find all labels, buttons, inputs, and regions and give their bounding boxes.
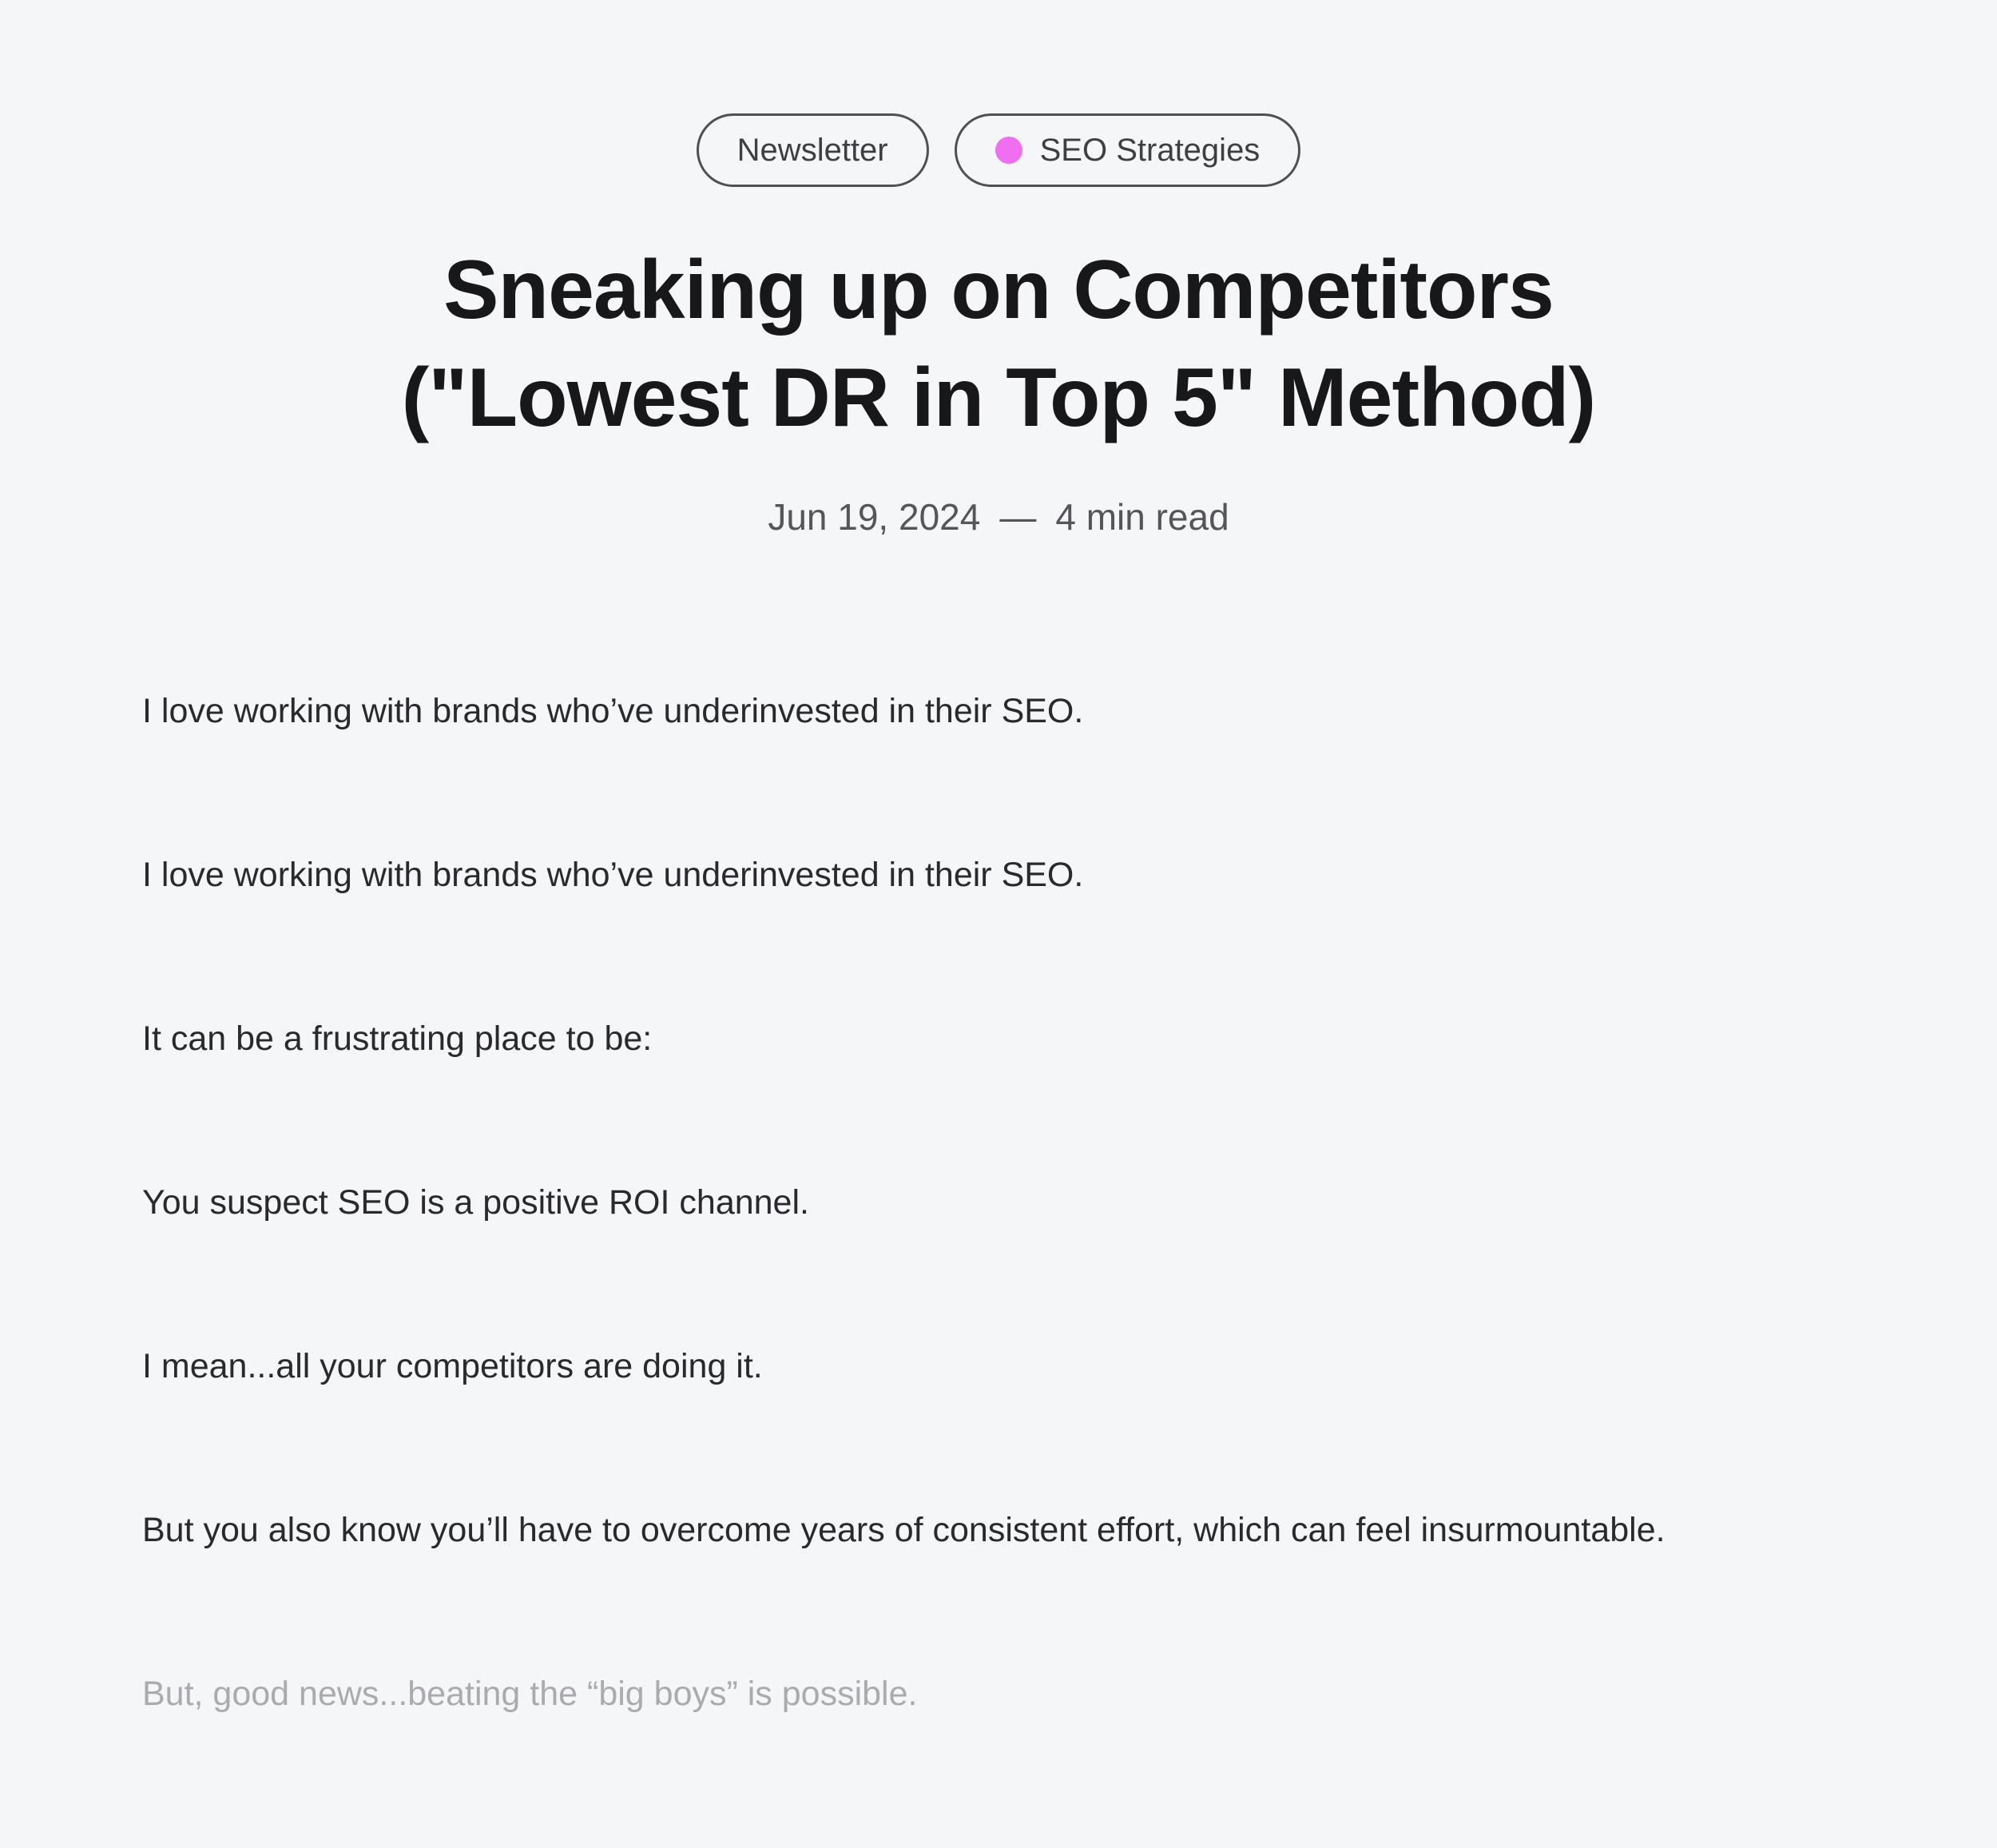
post-meta	[0, 495, 1997, 539]
tag-pill-seo-strategies[interactable]	[955, 113, 1301, 187]
paragraph: It can be a frustrating place to be:	[142, 1019, 653, 1059]
post-header	[0, 0, 1997, 539]
tag-label: SEO Strategies	[1039, 132, 1261, 168]
read-time: 4 min read	[1055, 496, 1229, 539]
article-body	[142, 674, 1855, 1731]
title-line-1: Sneaking up on Competitors	[443, 244, 1554, 336]
tag-pill-newsletter[interactable]	[697, 113, 929, 187]
meta-separator: —	[999, 496, 1037, 539]
paragraph-muted: But, good news...beating the “big boys” is possible.	[142, 1675, 918, 1714]
paragraph: You suspect SEO is a positive ROI channel.	[142, 1183, 809, 1222]
paragraph: I love working with brands who’ve underinvested in their SEO.	[142, 692, 1084, 731]
tag-dot-icon	[995, 137, 1022, 164]
post-date: Jun 19, 2024	[768, 496, 981, 539]
tags-row	[0, 0, 1997, 187]
paragraph: I love working with brands who’ve underinvested in their SEO.	[142, 856, 1084, 895]
tag-label: Newsletter	[736, 132, 888, 168]
paragraph: I mean...all your competitors are doing it.	[142, 1347, 763, 1386]
page-title	[120, 236, 1877, 452]
title-line-2: ("Lowest DR in Top 5" Method)	[401, 352, 1596, 445]
paragraph: But you also know you’ll have to overcome years of consistent effort, which can feel insurmountable.	[142, 1511, 1665, 1550]
